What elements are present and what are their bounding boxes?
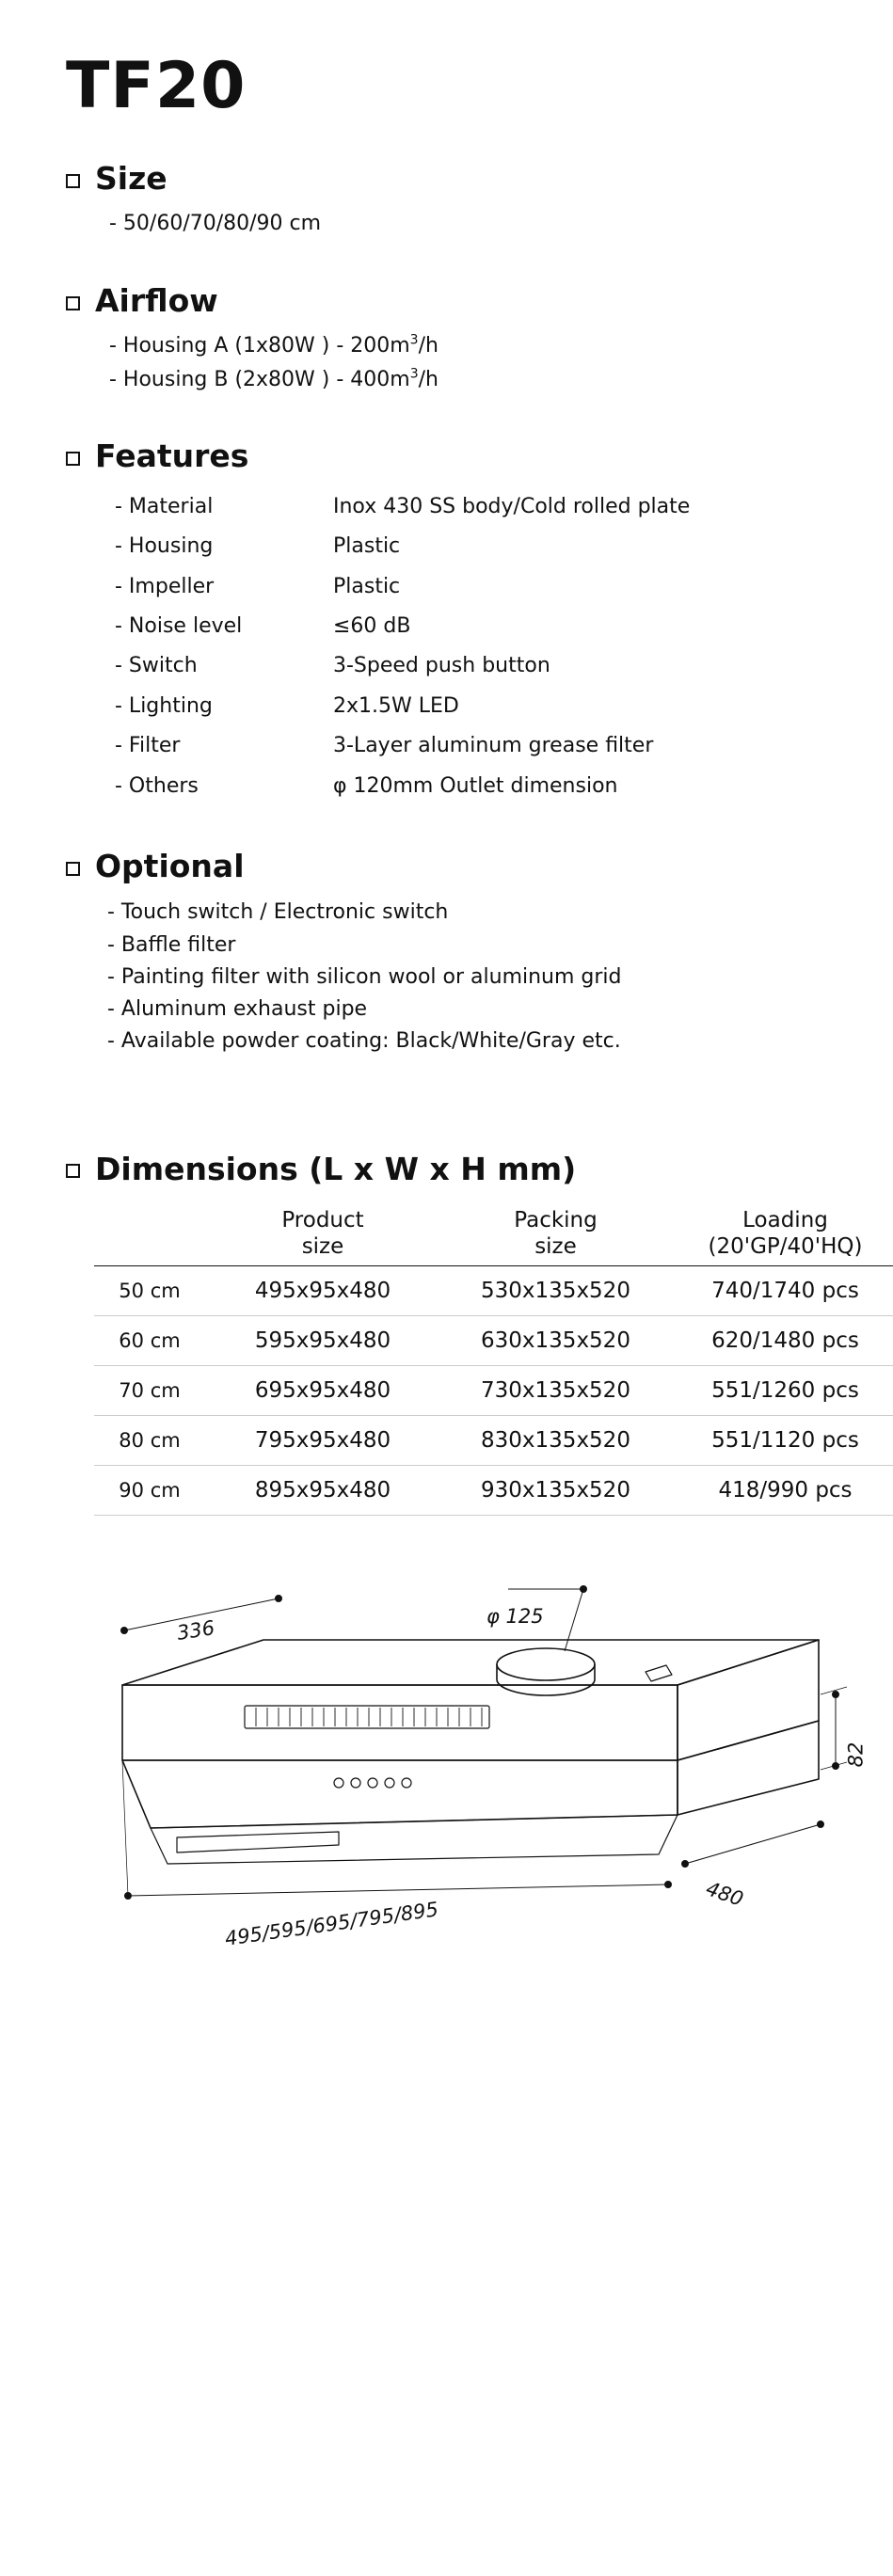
- list-item: - Touch switch / Electronic switch: [107, 900, 449, 925]
- feature-value: φ 120mm Outlet dimension: [333, 773, 618, 798]
- outlet-collar-top: [497, 1648, 595, 1680]
- feature-key: - Material: [115, 494, 214, 518]
- feature-key: - Others: [115, 773, 199, 798]
- table-row: [115, 527, 690, 566]
- column-header-product-size: [205, 1207, 440, 1266]
- table-row: [115, 687, 690, 726]
- feature-key: - Switch: [115, 654, 198, 678]
- list-item: - 50/60/70/80/90 cm: [109, 212, 322, 236]
- page-title: TF20: [66, 49, 247, 123]
- airflow-sup: 3: [409, 332, 419, 348]
- list-item: [109, 329, 837, 363]
- cell-loading: 620/1480 pcs: [671, 1316, 893, 1366]
- feature-key: - Noise level: [115, 613, 243, 638]
- section-airflow-title: Airflow: [95, 281, 218, 319]
- section-dimensions: [66, 1150, 863, 1516]
- cell-product-size: 695x95x480: [205, 1366, 440, 1416]
- cell-size: 50 cm: [94, 1266, 205, 1316]
- list-item: [109, 363, 837, 397]
- square-bullet-icon: [66, 452, 80, 466]
- cell-packing-size: 730x135x520: [440, 1366, 671, 1416]
- table-header-row: [94, 1207, 893, 1266]
- section-optional-title: Optional: [95, 847, 245, 884]
- table-row: [115, 646, 690, 686]
- column-header-line1: Loading: [742, 1208, 828, 1233]
- cell-size: 60 cm: [94, 1316, 205, 1366]
- cell-loading: 740/1740 pcs: [671, 1266, 893, 1316]
- push-button-switches: [334, 1778, 411, 1788]
- section-airflow-list: [109, 329, 837, 396]
- section-optional: [66, 847, 837, 1058]
- cell-packing-size: 830x135x520: [440, 1416, 671, 1466]
- feature-value: Plastic: [333, 574, 401, 598]
- hood-lower-front: [122, 1760, 678, 1828]
- column-header-line2: size: [301, 1234, 344, 1260]
- column-header-loading: [671, 1207, 893, 1266]
- section-airflow: [66, 281, 837, 397]
- section-size-list: [109, 207, 837, 241]
- section-optional-list: [107, 897, 837, 1058]
- list-item: - Painting filter with silicon wool or aluminum grid: [107, 964, 622, 989]
- airflow-suffix: /h: [418, 334, 439, 358]
- cell-packing-size: 630x135x520: [440, 1316, 671, 1366]
- section-dimensions-title: Dimensions (L x W x H mm): [95, 1150, 577, 1187]
- table-row: [115, 767, 690, 806]
- section-features-header: [66, 439, 837, 473]
- hood-lower-right: [678, 1721, 819, 1815]
- feature-value: Plastic: [333, 534, 401, 559]
- feature-value: 2x1.5W LED: [333, 693, 459, 718]
- top-small-vent: [646, 1665, 672, 1681]
- feature-value: Inox 430 SS body/Cold rolled plate: [333, 494, 691, 518]
- column-header-line2: (20'GP/40'HQ): [708, 1234, 863, 1260]
- square-bullet-icon: [66, 296, 80, 310]
- datasheet-page: [0, 49, 893, 2576]
- section-airflow-header: [66, 281, 837, 319]
- grease-filter-slats: [256, 1708, 482, 1726]
- table-row: [94, 1416, 893, 1466]
- features-table: [115, 487, 690, 806]
- cell-packing-size: 930x135x520: [440, 1466, 671, 1516]
- square-bullet-icon: [66, 1164, 80, 1178]
- cell-loading: 551/1120 pcs: [671, 1416, 893, 1466]
- dimension-lines: [121, 1586, 848, 1900]
- column-header-line1: Packing: [514, 1208, 598, 1233]
- airflow-housing-a-text: - Housing A (1x80W ) - 200m: [109, 334, 410, 358]
- cell-size: 80 cm: [94, 1416, 205, 1466]
- dimension-height-label: 82: [844, 1741, 868, 1768]
- hood-right-face: [678, 1640, 819, 1760]
- dimension-depth-label: 336: [175, 1616, 216, 1646]
- column-header-size: [94, 1207, 205, 1266]
- table-row: [115, 726, 690, 766]
- square-bullet-icon: [66, 174, 80, 188]
- light-bar: [177, 1832, 339, 1852]
- feature-value: ≤60 dB: [333, 613, 411, 638]
- feature-key: - Filter: [115, 734, 181, 758]
- feature-key: - Impeller: [115, 574, 215, 598]
- hood-front-face: [122, 1685, 678, 1760]
- column-header-packing-size: [440, 1207, 671, 1266]
- section-dimensions-header: [66, 1150, 837, 1187]
- section-size-header: [66, 162, 837, 196]
- cell-size: 70 cm: [94, 1366, 205, 1416]
- table-row: [94, 1466, 893, 1516]
- hood-top-face: [122, 1640, 819, 1685]
- cell-product-size: 795x95x480: [205, 1416, 440, 1466]
- dimension-width-label: 480: [703, 1877, 746, 1912]
- feature-key: - Lighting: [115, 693, 213, 718]
- cell-product-size: 895x95x480: [205, 1466, 440, 1516]
- feature-value: 3-Speed push button: [333, 654, 550, 678]
- section-size-title: Size: [95, 160, 167, 197]
- dimensions-table: [94, 1207, 893, 1516]
- column-header-line1: Product: [281, 1208, 364, 1233]
- feature-key: - Housing: [115, 534, 214, 559]
- cell-packing-size: 530x135x520: [440, 1266, 671, 1316]
- cell-product-size: 495x95x480: [205, 1266, 440, 1316]
- dimension-outlet-label: φ 125: [486, 1605, 544, 1629]
- table-row: [115, 607, 690, 646]
- table-row: [94, 1366, 893, 1416]
- table-row: [115, 567, 690, 607]
- cell-loading: 418/990 pcs: [671, 1466, 893, 1516]
- airflow-suffix: /h: [418, 367, 439, 391]
- grease-filter: [245, 1706, 489, 1728]
- dimension-length-label: 495/595/695/795/895: [223, 1898, 440, 1950]
- list-item: - Available powder coating: Black/White/Gray etc.: [107, 1029, 621, 1054]
- feature-value: 3-Layer aluminum grease filter: [333, 734, 654, 758]
- section-size: [66, 162, 837, 241]
- section-features: [66, 439, 837, 805]
- column-header-line2: size: [534, 1234, 577, 1260]
- list-item: - Aluminum exhaust pipe: [107, 997, 368, 1022]
- table-row: [115, 487, 690, 527]
- section-optional-header: [66, 847, 837, 884]
- section-features-title: Features: [95, 437, 249, 475]
- airflow-sup: 3: [409, 366, 419, 382]
- airflow-housing-b-text: - Housing B (2x80W ) - 400m: [109, 367, 410, 391]
- cell-loading: 551/1260 pcs: [671, 1366, 893, 1416]
- table-row: [94, 1266, 893, 1316]
- product-technical-drawing: [56, 1582, 885, 1958]
- cell-product-size: 595x95x480: [205, 1316, 440, 1366]
- cell-size: 90 cm: [94, 1466, 205, 1516]
- square-bullet-icon: [66, 862, 80, 876]
- table-row: [94, 1316, 893, 1366]
- list-item: - Baffle filter: [107, 932, 236, 957]
